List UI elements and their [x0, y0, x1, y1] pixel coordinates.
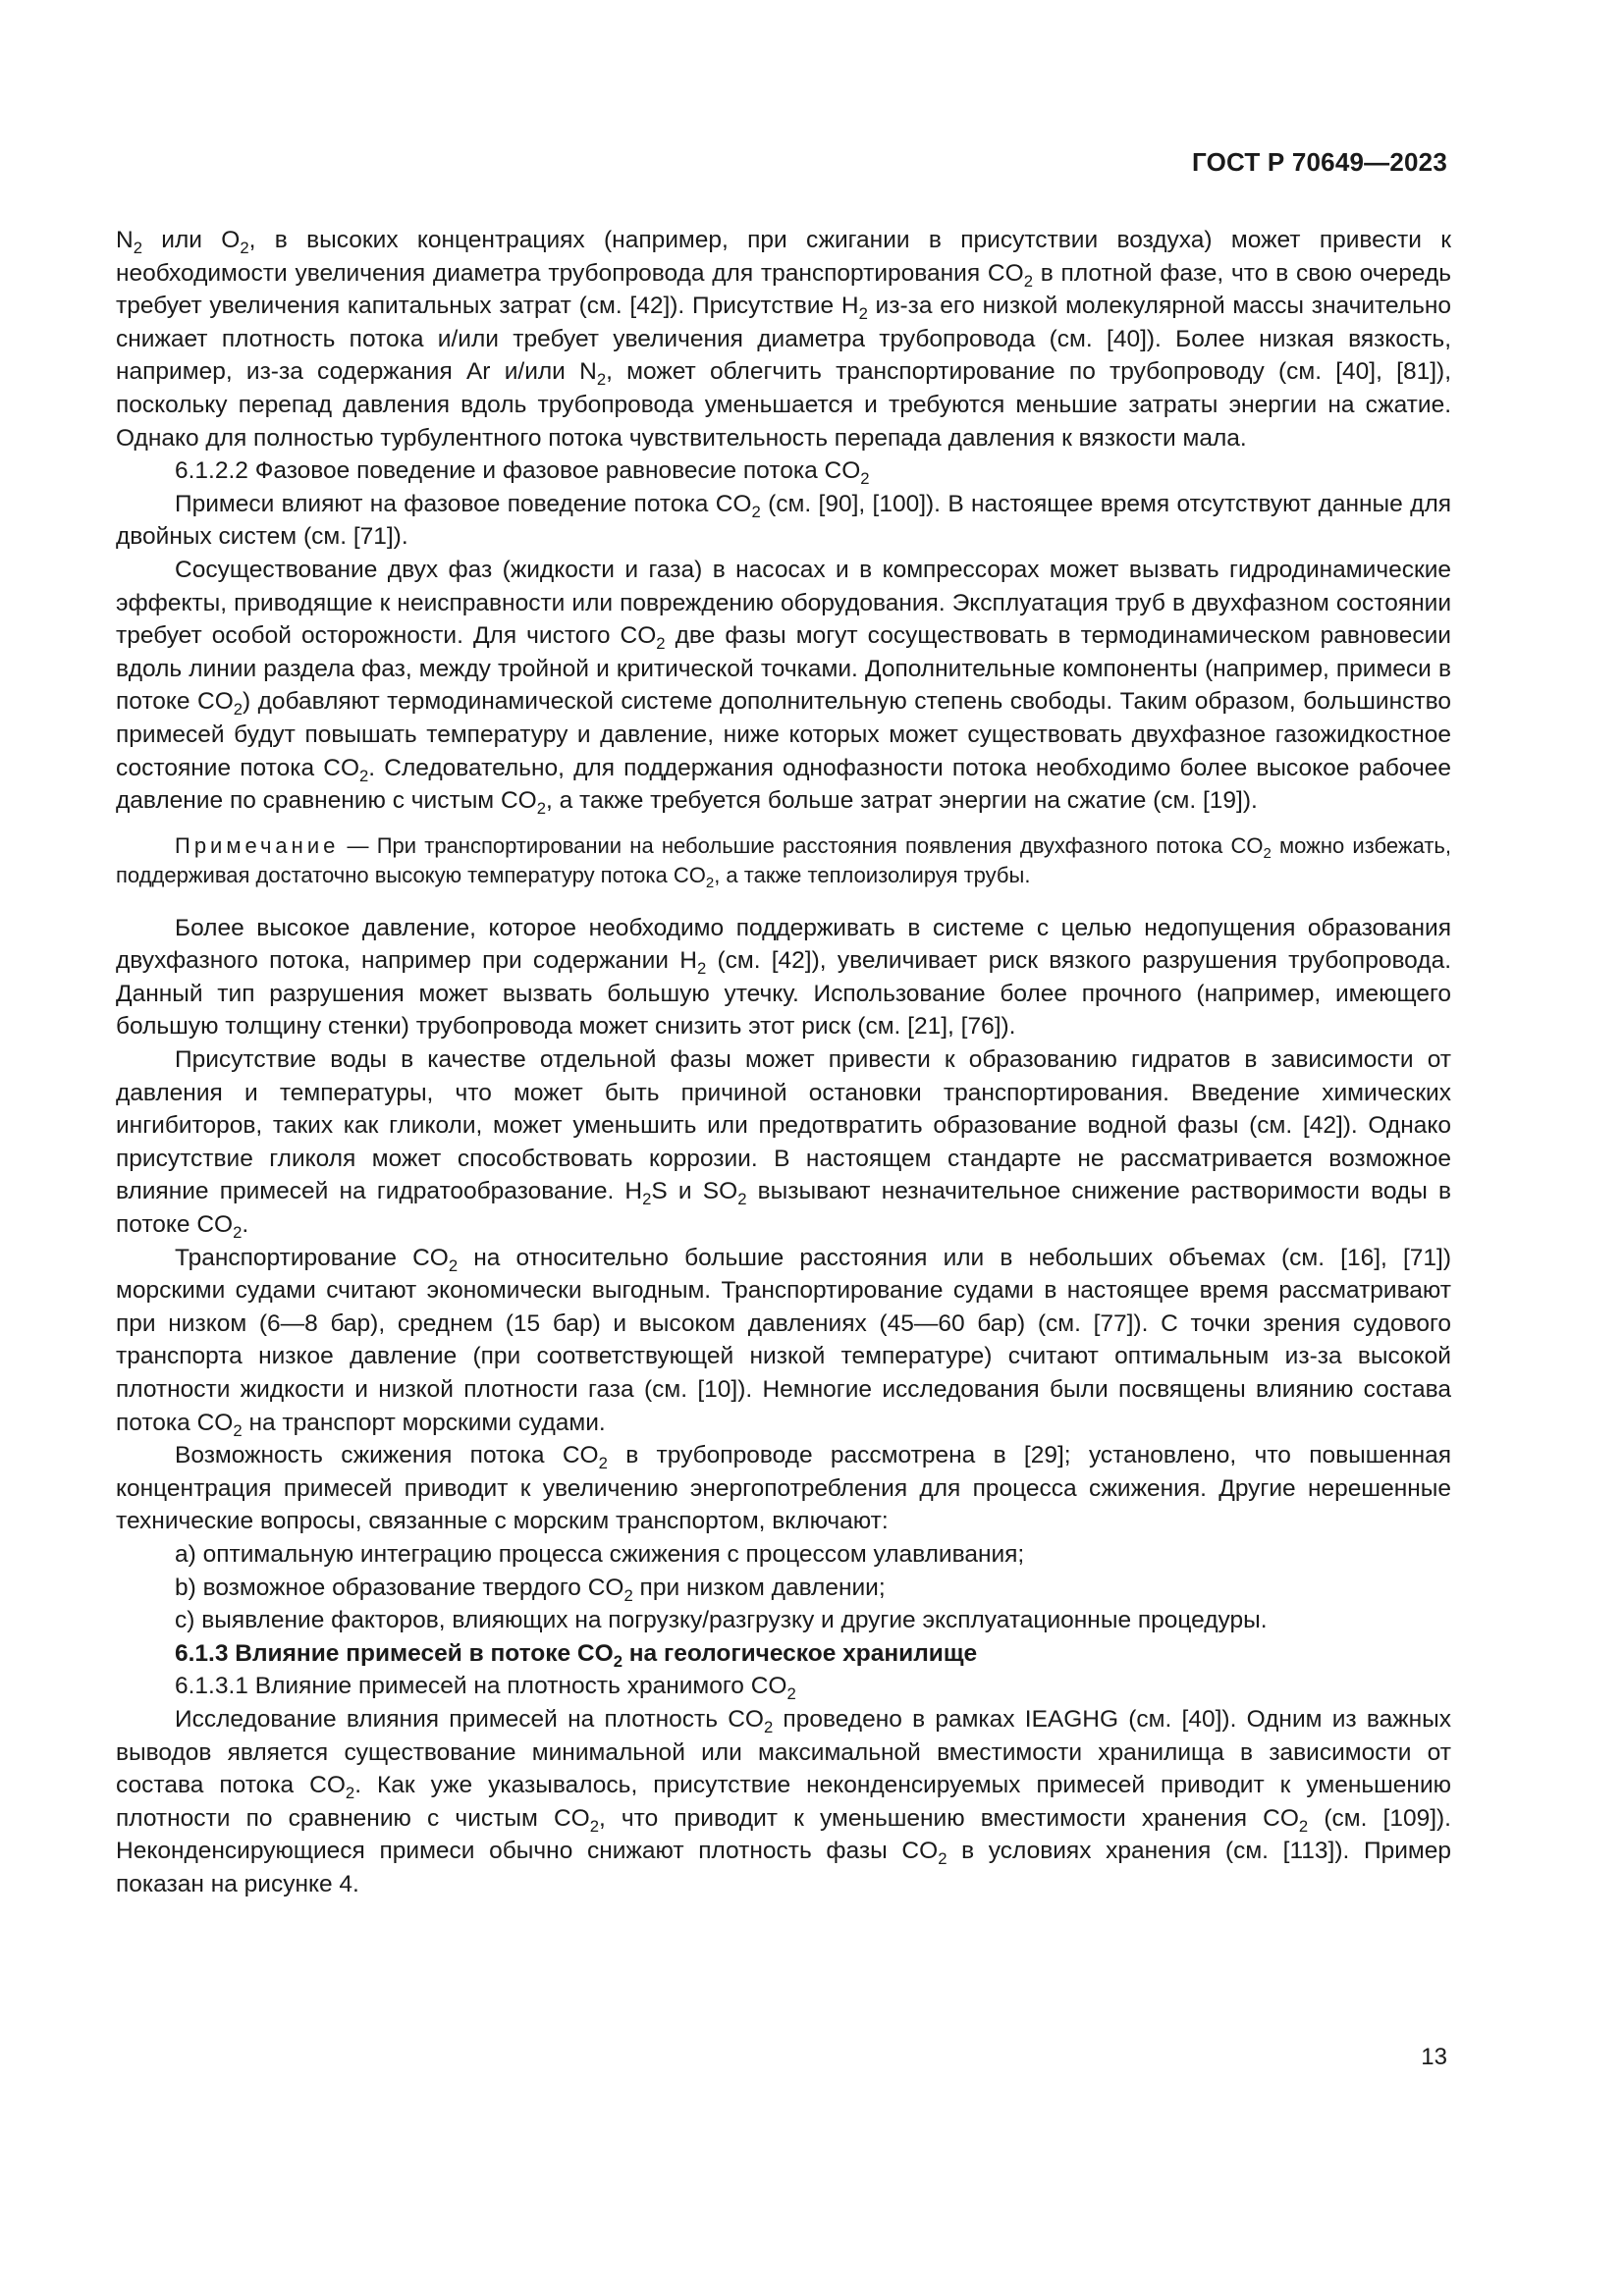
paragraph: 6.1.2.2 Фазовое поведение и фазовое равновесие потока $CO_2$ [175, 457, 870, 488]
paragraph: $N_2$ или $O_2$, в высоких концентрациях (например, при сжигании в присутствии воздуха) может привести к необходимости увеличения диаметра трубопровода для транспортирования $CO_2$ в плотной фазе, что в свою очередь требует увеличения капитальных затрат (см. [42]). Присутствие $H_2$ из-за его низкой молекулярной массы значительно снижает плотность потока и/или требует увеличения диаметра трубопровода (см. [40]). Более низкая вязкость, например, из-за содержания Ar и/или $N_2$, может облегчить транспортирование по трубопроводу (см. [40], [81]), поскольку перепад давления вдоль трубопровода уменьшается и требуются меньшие затраты энергии на сжатие. Однако для полностью турбулентного потока чувствительность перепада давления к вязкости мала. [116, 227, 1452, 452]
paragraph: Присутствие воды в качестве отдельной фазы может привести к образованию гидратов в зависимости от давления и температуры, что может быть причиной остановки транспортирования. Введение химических ингибиторов, таких как гликоли, может уменьшить или предотвратить образование водной фазы (см. [42]). Однако присутствие гликоля может способствовать коррозии. В настоящем стандарте не рассматривается возможное влияние примесей на гидратообразование. $H_2S$ и $SO_2$ вызывают незначительное снижение растворимости воды в потоке $CO_2$. [116, 1046, 1451, 1242]
paragraph: а) оптимальную интеграцию процесса сжижения с процессом улавливания; [175, 1540, 1025, 1568]
paragraph: Более высокое давление, которое необходимо поддерживать в системе с целью недопущения образования двухфазного потока, например при содержании $H_2$ (см. [42]), увеличивает риск вязкого разрушения трубопровода. Данный тип разрушения может вызвать большую утечку. Использование более прочного (например, имеющего большую толщину стенки) трубопровода может снизить этот риск (см. [21], [76]). [116, 914, 1451, 1041]
paragraph: Транспортирование $CO_2$ на относительно большие расстояния или в небольших объемах (см. [16], [71]) морскими судами считают экономически выгодным. Транспортирование судами в настоящее время рассматривают при низком (6—8 бар), среднем (15 бар) и высоком давлениях (45—60 бар) (см. [77]). С точки зрения судового транспорта низкое давление (при соответствующей низкой температуре) считают оптимальным из-за высокой плотности жидкости и низкой плотности газа (см. [10]). Немногие исследования были посвящены влиянию состава потока $CO_2$ на транспорт морскими судами. [116, 1244, 1451, 1440]
paragraph: с) выявление факторов, влияющих на погрузку/разгрузку и другие эксплуатационные процедуры. [175, 1607, 1268, 1634]
paragraph: Сосуществование двух фаз (жидкости и газа) в насосах и в компрессорах может вызвать гидродинамические эффекты, приводящие к неисправности или повреждению оборудования. Эксплуатация труб в двухфазном состоянии требует особой осторожности. Для чистого $CO_2$ две фазы могут сосуществовать в термодинамическом равновесии вдоль линии раздела фаз, между тройной и критической точками. Дополнительные компоненты (например, примеси в потоке $CO_2$) добавляют термодинамической системе дополнительную степень свободы. Таким образом, большинство примесей будут повышать температуру и давление, ниже которых может существовать двухфазное газожидкостное состояние потока $CO_2$. Следовательно, для поддержания однофазности потока необходимо более высокое рабочее давление по сравнению с чистым $CO_2$, а также требуется больше затрат энергии на сжатие (см. [19]). [116, 556, 1451, 818]
paragraph: 6.1.3.1 Влияние примесей на плотность хранимого $CO_2$ [175, 1673, 796, 1704]
note-paragraph: Примечание — При транспортировании на небольшие расстояния появления двухфазного потока $CO_2$ можно избежать, поддерживая достаточно высокую температуру потока $CO_2$, а также теплоизолируя трубы. [116, 832, 1451, 891]
paragraph: Исследование влияния примесей на плотность $CO_2$ проведено в рамках IEAGHG (см. [40]). Одним из важных выводов является существование минимальной или максимальной вместимости хранилища в зависимости от состава потока $CO_2$. Как уже указывалось, присутствие неконденсируемых примесей приводит к уменьшению плотности по сравнению с чистым $CO_2$, что приводит к уменьшению вместимости хранения $CO_2$ (см. [109]). Неконденсирующиеся примеси обычно снижают плотность фазы $CO_2$ в условиях хранения (см. [113]). Пример показан на рисунке 4. [116, 1705, 1452, 1897]
section-heading: 6.1.3 Влияние примесей в потоке $CO_2$ на геологическое хранилище [175, 1639, 978, 1671]
paragraph: Примеси влияют на фазовое поведение потока $CO_2$ (см. [90], [100]). В настоящее время отсутствуют данные для двойных систем (см. [71]). [116, 490, 1452, 551]
document-header: ГОСТ Р 70649—2023 [1192, 147, 1447, 177]
paragraph: Возможность сжижения потока $CO_2$ в трубопроводе рассмотрена в [29]; установлено, что повышенная концентрация примесей приводит к увеличению энергопотребления для процесса сжижения. Другие нерешенные технические вопросы, связанные с морским транспортом, включают: [116, 1442, 1452, 1535]
document-body [116, 224, 1451, 1901]
page-number: 13 [1421, 2044, 1447, 2070]
paragraph: b) возможное образование твердого $CO_2$ при низком давлении; [175, 1574, 886, 1605]
